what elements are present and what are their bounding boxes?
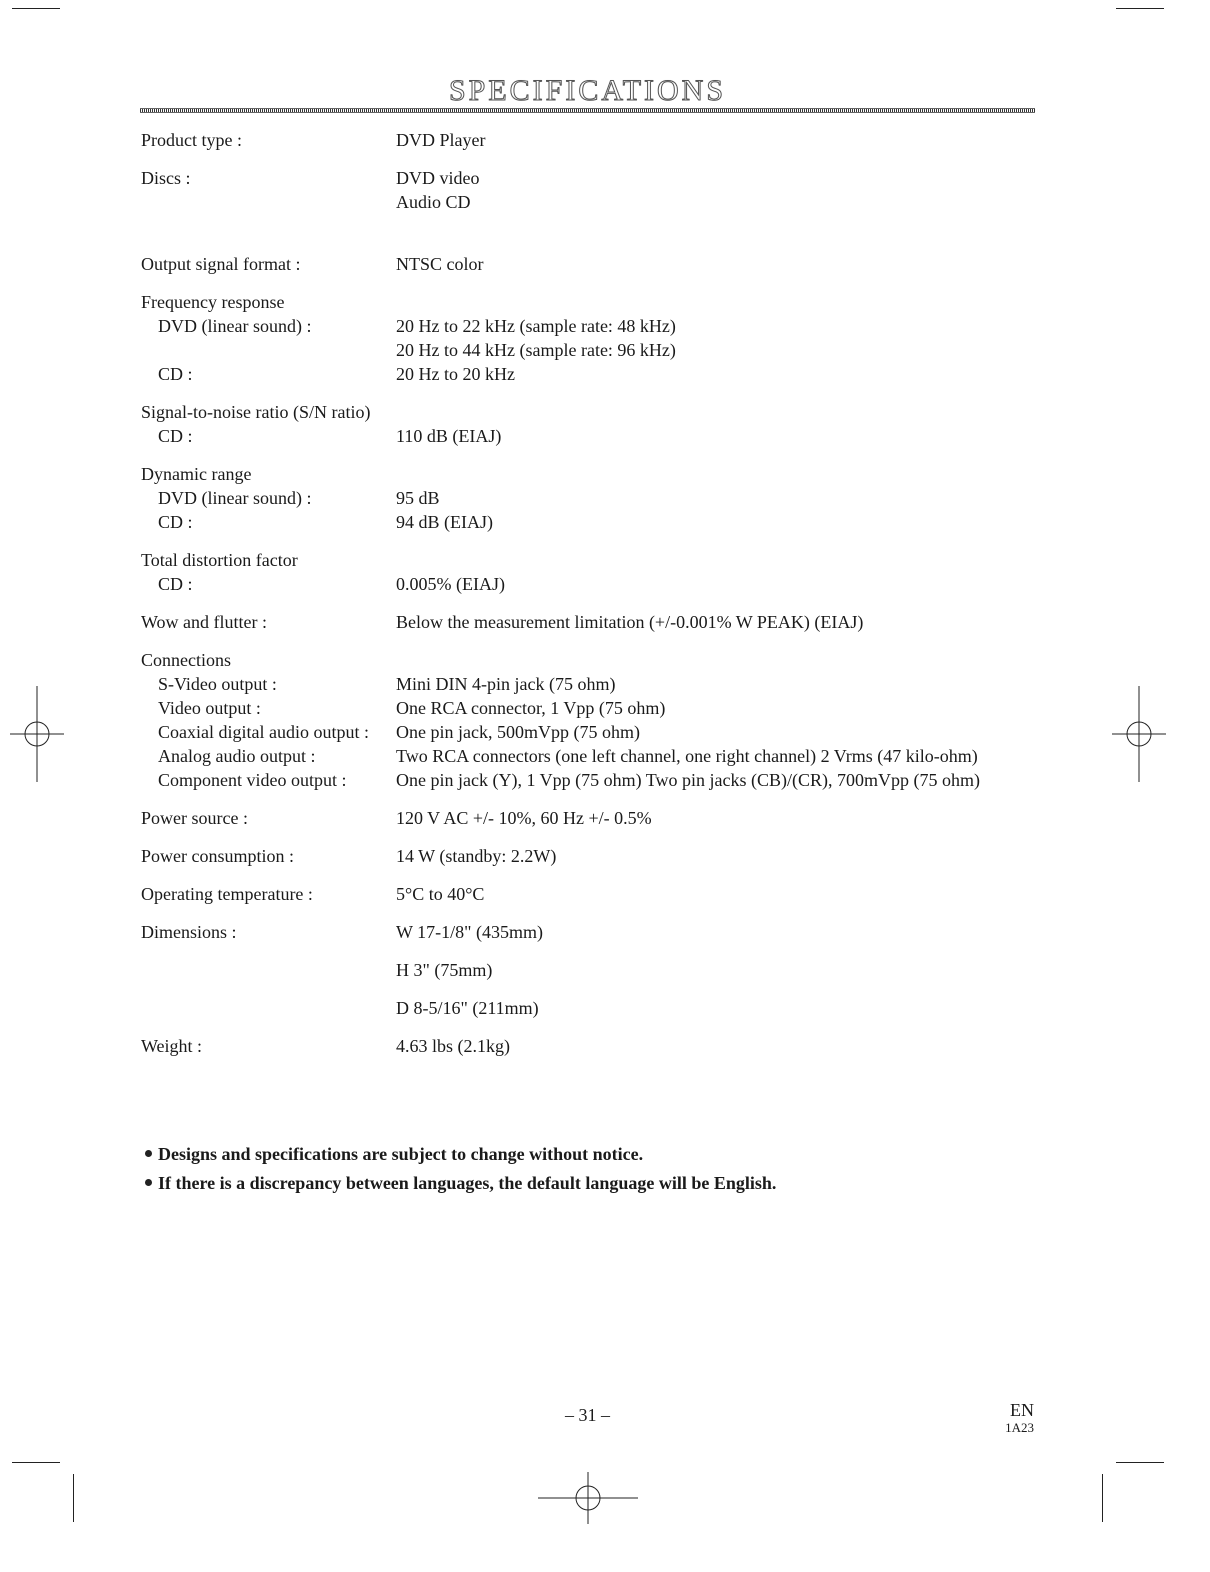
crop-mark: [12, 1462, 60, 1463]
page-title: SPECIFICATIONS: [448, 74, 727, 107]
spec-label: DVD (linear sound) :: [158, 488, 312, 508]
spec-row-dynamic-cd: [141, 510, 1041, 534]
spec-row-video: [141, 696, 1041, 720]
spec-label: Output signal format :: [141, 254, 301, 274]
spec-label: Discs :: [141, 168, 191, 188]
spec-label: Product type :: [141, 130, 242, 150]
spec-value: NTSC color: [396, 254, 484, 274]
spec-value: Audio CD: [396, 192, 471, 212]
spec-label: Component video output :: [158, 770, 347, 790]
spec-value: 0.005% (EIAJ): [396, 574, 505, 594]
spec-label: CD :: [158, 512, 193, 532]
spec-value: 4.63 lbs (2.1kg): [396, 1036, 510, 1056]
spec-label: Connections: [141, 650, 231, 670]
spec-value: 95 dB: [396, 488, 440, 508]
spec-row-operating-temp: [141, 882, 1041, 906]
crop-mark: [1116, 8, 1164, 9]
spec-row-coaxial: [141, 720, 1041, 744]
spec-row-distortion-cd: [141, 572, 1041, 596]
spec-value: Mini DIN 4-pin jack (75 ohm): [396, 674, 616, 694]
spec-label: Signal-to-noise ratio (S/N ratio): [141, 402, 371, 422]
spec-value: One pin jack, 500mVpp (75 ohm): [396, 722, 640, 742]
spec-row-freq-dvd-cont: [141, 338, 1041, 362]
spec-value: Below the measurement limitation (+/-0.001% W PEAK) (EIAJ): [396, 612, 864, 632]
specifications-list: [141, 128, 1041, 1058]
spec-value: H 3" (75mm): [396, 960, 493, 980]
crop-mark: [73, 1474, 74, 1522]
note-item: [145, 1169, 776, 1198]
spec-value: Two RCA connectors (one left channel, one right channel) 2 Vrms (47 kilo-ohm): [396, 746, 978, 766]
spec-value: 120 V AC +/- 10%, 60 Hz +/- 0.5%: [396, 808, 652, 828]
spec-row-snr: [141, 400, 1041, 424]
spec-row-wow-flutter: [141, 610, 1041, 634]
spec-value: One RCA connector, 1 Vpp (75 ohm): [396, 698, 666, 718]
note-text: Designs and specifications are subject to change without notice.: [158, 1144, 644, 1164]
spec-value: D 8-5/16" (211mm): [396, 998, 539, 1018]
language-code: [1005, 1402, 1034, 1436]
spec-row-analog-audio: [141, 744, 1041, 768]
page-number: – 31 –: [565, 1405, 610, 1425]
spec-value: W 17-1/8" (435mm): [396, 922, 543, 942]
spec-label: CD :: [158, 426, 193, 446]
notes: [145, 1140, 776, 1198]
crop-mark: [12, 8, 60, 9]
spec-label: [141, 190, 396, 214]
spec-value: 5°C to 40°C: [396, 884, 485, 904]
spec-row-frequency-response: [141, 290, 1041, 314]
spec-label: Analog audio output :: [158, 746, 316, 766]
spec-row-freq-cd: [141, 362, 1041, 386]
spec-row-dynamic-dvd: [141, 486, 1041, 510]
spec-row-weight: [141, 1034, 1041, 1058]
spec-row-dimensions: [141, 920, 1041, 944]
spec-row-dynamic-range: [141, 462, 1041, 486]
spec-row-discs-cont: [141, 190, 1041, 214]
bullet-icon: [145, 1150, 152, 1157]
spec-value: 20 Hz to 20 kHz: [396, 364, 515, 384]
spec-value: 14 W (standby: 2.2W): [396, 846, 557, 866]
title-rule: [140, 108, 1035, 113]
spec-row-distortion: [141, 548, 1041, 572]
spec-label: Dimensions :: [141, 922, 237, 942]
spec-label: Video output :: [158, 698, 261, 718]
model-code: 1A23: [1005, 1420, 1034, 1435]
spec-row-svideo: [141, 672, 1041, 696]
spec-row-component-video: [141, 768, 1041, 792]
spec-label: CD :: [158, 574, 193, 594]
spec-label: [141, 338, 396, 362]
spec-label: Operating temperature :: [141, 884, 313, 904]
spec-row-dimensions-h: [141, 958, 1041, 982]
crop-mark: [1102, 1474, 1103, 1522]
spec-label: [141, 996, 396, 1020]
language-label: EN: [1010, 1400, 1034, 1420]
spec-value: 94 dB (EIAJ): [396, 512, 493, 532]
spec-row-freq-dvd: [141, 314, 1041, 338]
spec-label: Frequency response: [141, 292, 285, 312]
spec-label: Total distortion factor: [141, 550, 298, 570]
bullet-icon: [145, 1179, 152, 1186]
spec-row-output-signal: [141, 252, 1041, 276]
spec-value: DVD video: [396, 168, 480, 188]
spec-label: Power consumption :: [141, 846, 294, 866]
spec-value: One pin jack (Y), 1 Vpp (75 ohm) Two pin jacks (CB)/(CR), 700mVpp (75 ohm): [396, 770, 981, 790]
spec-value: DVD Player: [396, 130, 486, 150]
spec-label: Dynamic range: [141, 464, 252, 484]
note-text: If there is a discrepancy between languages, the default language will be English.: [158, 1173, 777, 1193]
spec-row-power-source: [141, 806, 1041, 830]
spec-label: Power source :: [141, 808, 248, 828]
spec-label: S-Video output :: [158, 674, 277, 694]
registration-mark-left: [10, 686, 64, 782]
spec-value: 110 dB (EIAJ): [396, 426, 502, 446]
spec-label: CD :: [158, 364, 193, 384]
spec-label: DVD (linear sound) :: [158, 316, 312, 336]
spec-row-connections: [141, 648, 1041, 672]
spec-value: 20 Hz to 44 kHz (sample rate: 96 kHz): [396, 340, 676, 360]
spec-row-dimensions-d: [141, 996, 1041, 1020]
spec-label: Wow and flutter :: [141, 612, 268, 632]
spec-row-power-consumption: [141, 844, 1041, 868]
registration-mark-bottom: [538, 1472, 638, 1524]
spec-label: Weight :: [141, 1036, 203, 1056]
spec-row-discs: [141, 166, 1041, 190]
spec-label: [141, 958, 396, 982]
spec-label: Coaxial digital audio output :: [158, 722, 369, 742]
registration-mark-right: [1112, 686, 1166, 782]
spec-row-snr-cd: [141, 424, 1041, 448]
spec-row-product-type: [141, 128, 1041, 152]
spec-value: 20 Hz to 22 kHz (sample rate: 48 kHz): [396, 316, 676, 336]
crop-mark: [1116, 1462, 1164, 1463]
note-item: [145, 1140, 776, 1169]
